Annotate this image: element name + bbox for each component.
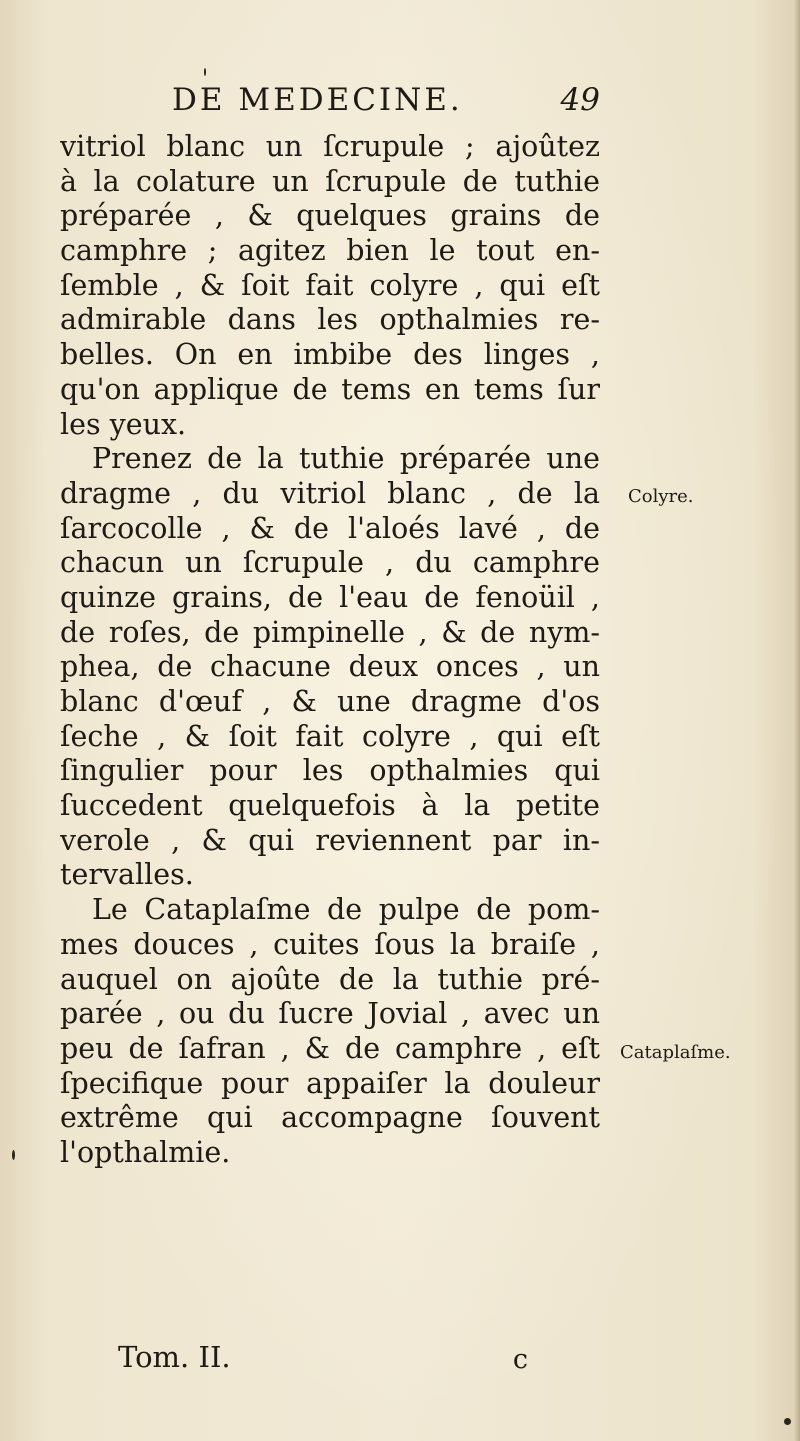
text-line: verole , & qui reviennent par in- (60, 823, 600, 857)
text-line: de roſes, de pimpinelle , & de nym- (60, 615, 600, 649)
text-line: vitriol blanc un ſcrupule ; ajoûtez (60, 130, 600, 163)
text-line: blanc d'œuf , & une dragme d'os (60, 685, 600, 718)
page-header (172, 82, 602, 132)
page-number: 49 (560, 82, 600, 118)
text-line: peu de ſafran , & de camphre , eſt (60, 1031, 600, 1065)
margin-note-colyre: Colyre. (628, 486, 694, 507)
text-line: extrême qui accompagne ſouvent (60, 1101, 600, 1135)
text-line: ſarcocolle , & de l'aloés lavé , de (60, 511, 600, 545)
text-line: auquel on ajoûte de la tuthie pré- (60, 962, 600, 996)
running-title: DE MEDECINE. (172, 82, 463, 118)
text-line: l'opthalmie. (60, 1135, 231, 1169)
text-line: ſuccedent quelquefois à la petite (60, 789, 600, 823)
text-line: ſeche , & ſoit fait colyre , qui eſt (60, 719, 600, 753)
ink-speck (784, 1418, 791, 1425)
volume-signature: Tom. II. (118, 1340, 231, 1374)
ink-speck (204, 68, 206, 76)
text-line: ſpecifique pour appaiſer la douleur (60, 1066, 600, 1100)
text-line: phea, de chacune deux onces , un (60, 650, 600, 684)
text-line: parée , ou du ſucre Jovial , avec un (60, 997, 600, 1031)
text-line: quinze grains, de l'eau de fenoüil , (60, 580, 600, 614)
text-line: Le Cataplaſme de pulpe de pom- (92, 893, 600, 927)
text-line: Prenez de la tuthie préparée une (92, 442, 600, 476)
text-line: ſemble , & ſoit fait colyre , qui eſt (60, 268, 600, 302)
text-line: à la colature un ſcrupule de tuthie (60, 164, 600, 198)
text-line: ſingulier pour les opthalmies qui (60, 754, 600, 788)
catchword: c (512, 1344, 528, 1375)
text-line: admirable dans les opthalmies re- (60, 303, 600, 337)
body-text (60, 130, 600, 1171)
margin-note-cataplasme: Cataplaſme. (620, 1042, 731, 1063)
page-footer (118, 1340, 528, 1380)
text-line: tervalles. (60, 858, 194, 892)
text-line: camphre ; agitez bien le tout en- (60, 234, 600, 268)
text-line: dragme , du vitriol blanc , de la (60, 476, 600, 510)
ink-speck (12, 1150, 15, 1160)
text-line: belles. On en imbibe des linges , (60, 338, 600, 372)
text-line: mes douces , cuites ſous la braiſe , (60, 927, 600, 961)
page-edge-shadow (794, 0, 800, 1441)
text-line: les yeux. (60, 407, 187, 441)
text-line: chacun un ſcrupule , du camphre (60, 546, 600, 580)
text-line: préparée , & quelques grains de (60, 199, 600, 233)
text-line: qu'on applique de tems en tems ſur (60, 372, 600, 406)
